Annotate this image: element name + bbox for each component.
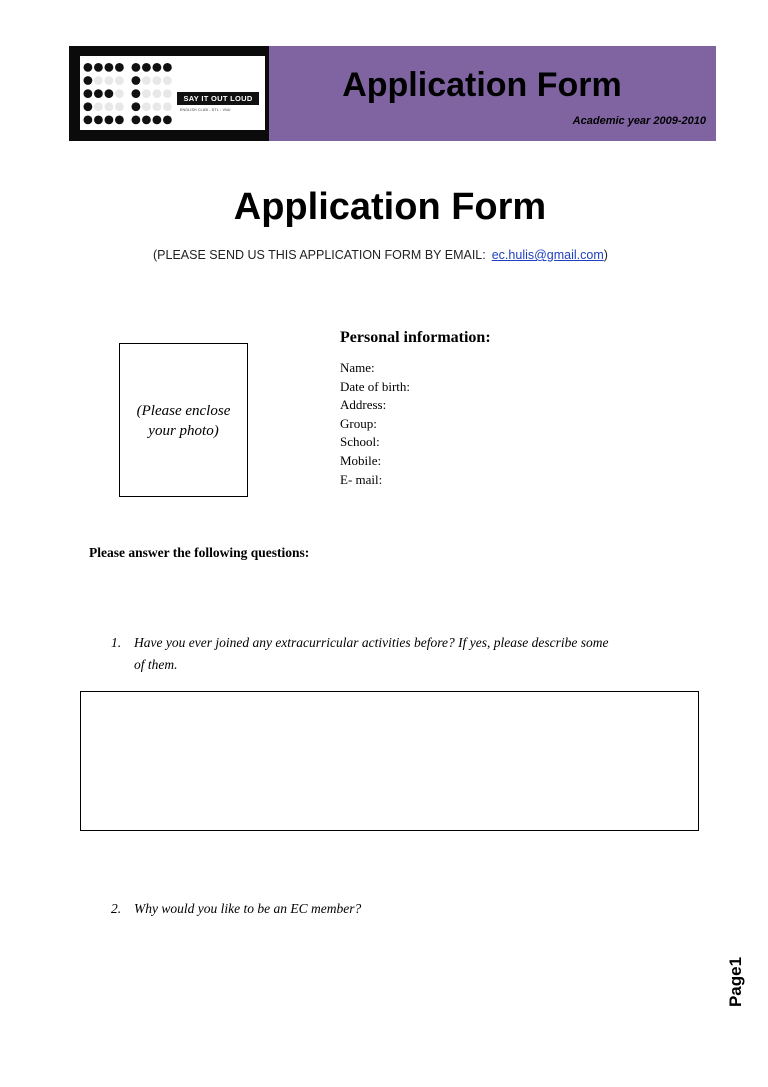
- logo-subtext: ENGLISH CLUB - DTL - VNU: [180, 108, 231, 112]
- header-title: Application Form: [342, 66, 622, 104]
- field-address: Address:: [340, 397, 387, 413]
- field-mobile: Mobile:: [340, 452, 382, 468]
- logo-panel: [80, 56, 265, 130]
- question-1: [111, 632, 711, 676]
- photo-instruction: [120, 401, 247, 441]
- page-number: [718, 950, 758, 1014]
- question-text: [134, 632, 704, 676]
- answer-box-1[interactable]: [80, 691, 699, 831]
- question-2-line1: Why would you like to be an EC member?: [134, 901, 362, 916]
- field-school: School:: [340, 434, 380, 450]
- personal-info-heading: Personal information:: [340, 329, 491, 346]
- field-email: E- mail:: [340, 471, 383, 487]
- academic-year: Academic year 2009-2010: [572, 115, 706, 127]
- email-instruction: [153, 248, 608, 262]
- logo-tagline: SAY IT OUT LOUD: [177, 92, 259, 105]
- question-1-line2: of them.: [134, 657, 178, 672]
- page-title: Application Form: [233, 186, 547, 228]
- photo-placeholder: [119, 343, 248, 497]
- email-link[interactable]: ec.hulis@gmail.com: [491, 248, 604, 262]
- question-number: 2.: [111, 901, 122, 916]
- email-instruction-text: (PLEASE SEND US THIS APPLICATION FORM BY EMAIL:: [153, 248, 486, 262]
- personal-info-fields: [340, 359, 410, 489]
- field-group: Group:: [340, 415, 377, 431]
- question-number: 1.: [111, 635, 122, 650]
- photo-instruction-line1: (Please enclose: [136, 403, 231, 419]
- ec-logo: [69, 46, 269, 141]
- question-text: [134, 898, 361, 920]
- question-1-line1: Have you ever joined any extracurricular activities before? If yes, please describe some: [134, 635, 609, 650]
- question-2: [111, 898, 711, 920]
- ec-dot-logo-icon: [83, 59, 178, 127]
- page-number-label: Page1: [726, 956, 745, 1008]
- photo-instruction-line2: your photo): [148, 423, 219, 439]
- header-band: [269, 46, 716, 141]
- field-date-of-birth: Date of birth:: [340, 378, 411, 394]
- field-name: Name:: [340, 360, 375, 375]
- email-instruction-close: ): [603, 248, 608, 262]
- document-header: [69, 46, 716, 141]
- questions-heading: Please answer the following questions:: [89, 545, 310, 560]
